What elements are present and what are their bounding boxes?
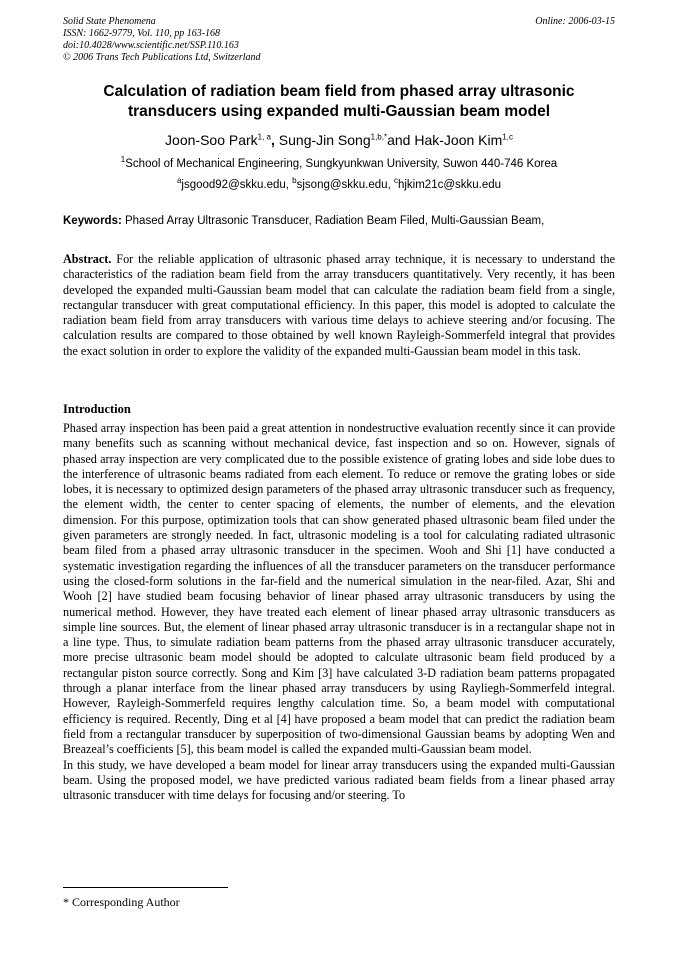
- keywords: [63, 214, 623, 229]
- author-superscript: 1,c: [502, 132, 513, 142]
- journal-name: Solid State Phenomena: [63, 16, 156, 27]
- paragraph: In this study, we have developed a beam model for linear array transducers using the expanded multi-Gaussian beam. Using the proposed model, we have predicted various radiated beam fields from a linear phased array ultrasonic transducer with time delays for focusing and/or steering. To: [63, 757, 615, 803]
- doi-line: doi:10.4028/www.scientific.net/SSP.110.163: [63, 40, 239, 51]
- online-date: Online: 2006-03-15: [535, 16, 615, 27]
- copyright-line: © 2006 Trans Tech Publications Ltd, Switzerland: [63, 52, 261, 63]
- email-link: hjkim21c@skku.edu: [397, 179, 502, 191]
- author-name: Joon-Soo Park: [165, 132, 258, 148]
- affiliation-text: School of Mechanical Engineering, Sungkyunkwan University, Suwon 440-746 Korea: [125, 158, 558, 170]
- footnote-rule: [63, 887, 228, 888]
- footnote: * Corresponding Author: [63, 895, 180, 909]
- issn-line: ISSN: 1662-9779, Vol. 110, pp 163-168: [63, 28, 221, 39]
- author-separator: ,: [271, 132, 279, 148]
- author-separator: and: [387, 132, 415, 148]
- author-emails: [63, 178, 615, 193]
- abstract-label: Abstract.: [63, 252, 112, 266]
- affiliation-superscript: 1: [120, 155, 126, 165]
- author-list: [63, 131, 615, 149]
- author-name: Hak-Joon Kim: [414, 132, 503, 148]
- author-name: Sung-Jin Song: [278, 132, 371, 148]
- affiliation: [63, 157, 615, 172]
- keywords-label: Keywords:: [63, 215, 122, 227]
- author-superscript: 1,b,*: [370, 132, 388, 142]
- email-link: sjsong@skku.edu,: [296, 179, 394, 191]
- section-heading: Introduction: [63, 402, 131, 416]
- email-superscript: b: [292, 176, 297, 186]
- journal-header: [63, 16, 261, 64]
- keywords-text: Phased Array Ultrasonic Transducer, Radiation Beam Filed, Multi-Gaussian Beam,: [121, 215, 545, 227]
- introduction-body: [63, 421, 615, 803]
- email-superscript: a: [176, 176, 182, 186]
- paragraph: Phased array inspection has been paid a great attention in nondestructive evaluation recently since it can provide many benefits such as scanning without mechanical device, fast inspection and so on. However, signals of phased array inspection are very complicated due to the possible existence of grating lobes and side lobe dues to the interference of ultrasonic beams radiated from each element. To reduce or remove the grating lobes or side lobes, it is necessary to optimized design parameters of the phased array ultrasonic transducer such as frequency, the element width, the center to center spacing of elements, the number of elements, and the elevation dimension. For this purpose, optimization tools that can show generated phased ultrasonic beam filed under the given parameters are strongly needed. In fact, ultrasonic modeling is a tool for calculating radiated ultrasonic beam filed from a phased array ultrasonic transducer in the specimen. Wooh and Shi [1] have conducted a systematic investigation regarding the influences of all the transducer parameters on the transducer performance using the closed-form solutions in the far-field and the numerical simulation in the near-filed. Azar, Shi and Wooh [2] have studied beam focusing behavior of linear phased array ultrasonic transducers by using the numerical method. However, they have treated each element of linear phased array ultrasonic transducers as simple line sources. But, the element of linear phased array ultrasonic transducer is in a rectangular shape not in a line type. Thus, to simulate radiation beam patterns from the phased array ultrasonic transducer accurately, more precise ultrasonic beam model should be adopted to calculate ultrasonic beam field produced by a rectangular piston source correctly. Song and Kim [3] have calculated 3-D radiation beam patterns propagated through a planar interface from the linear phased array transducers by using Rayliegh-Sommerfeld integral. However, Rayleigh-Sommerfeld requires lengthy calculation time. So, a beam model with computational efficiency is required. Recently, Ding et al [4] have proposed a beam model that can predict the radiation beam field from a rectangular transducer by superposition of two-dimensional Gaussian beams by adopting Wen and Breazeal’s coefficients [5], this beam model is called the expanded multi-Gaussian beam model.: [63, 421, 615, 757]
- abstract-text: For the reliable application of ultrasonic phased array technique, it is necessary to understand the characteristics of the radiation beam field from the array transducers quantitatively. Very recently, it has been developed the expanded multi-Gaussian beam model that can calculate the radiation beam field from a single, rectangular transducer with great computational efficiency. In this paper, this model is adopted to calculate the radiation beam field from array transducers with various time delays to achieve steering and/or focusing. The calculation results are compared to those obtained by well known Rayleigh-Sommerfeld integral that provides the exact solution in order to explore the validity of the expanded multi-Gaussian beam model in this task.: [63, 252, 615, 358]
- email-superscript: c: [393, 176, 398, 186]
- email-link: jsgood92@skku.edu,: [181, 179, 293, 191]
- abstract: [63, 252, 615, 359]
- author-superscript: 1, a: [257, 132, 271, 142]
- paper-title: Calculation of radiation beam field from phased array ultrasonic transducers using expanded multi-Gaussian beam model: [103, 83, 575, 120]
